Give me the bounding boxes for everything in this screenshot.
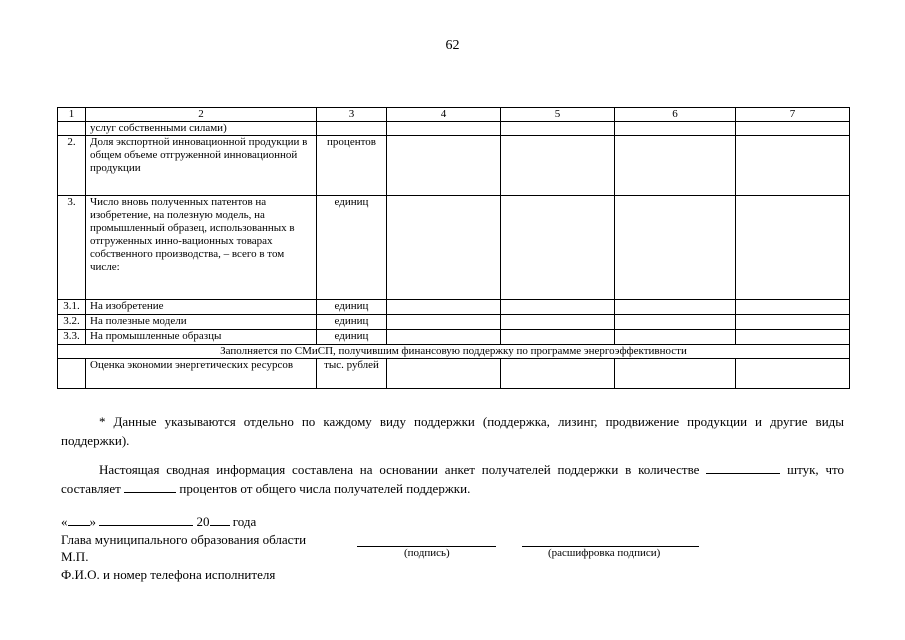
row-unit: единиц	[317, 330, 387, 345]
table-cell	[387, 136, 501, 196]
count-blank	[706, 461, 780, 474]
table-cell	[387, 122, 501, 136]
table-cell	[501, 315, 615, 330]
year-blank	[210, 513, 230, 526]
table-cell	[615, 300, 736, 315]
row-number: 3.2.	[58, 315, 86, 330]
row-indicator: На изобретение	[86, 300, 317, 315]
month-blank	[99, 513, 193, 526]
table-row	[58, 196, 850, 300]
table-cell	[387, 300, 501, 315]
table-cell	[387, 330, 501, 345]
row-unit	[317, 122, 387, 136]
row-indicator: На полезные модели	[86, 315, 317, 330]
table-cell	[736, 136, 850, 196]
row-unit: процентов	[317, 136, 387, 196]
table-cell	[387, 359, 501, 389]
table-row	[58, 359, 850, 389]
row-number: 3.3.	[58, 330, 86, 345]
date-quote-open: «	[61, 514, 68, 529]
column-header: 6	[615, 108, 736, 122]
column-header: 4	[387, 108, 501, 122]
table-row	[58, 136, 850, 196]
table-cell	[501, 330, 615, 345]
row-number: 2.	[58, 136, 86, 196]
table-cell	[501, 122, 615, 136]
row-indicator: Доля экспортной инновационной продукции в общем объеме отгруженной инновационной продукции	[86, 136, 317, 196]
row-indicator: услуг собственными силами)	[86, 122, 317, 136]
row-unit: единиц	[317, 196, 387, 300]
table-cell	[615, 315, 736, 330]
table-cell	[615, 330, 736, 345]
table-cell	[501, 359, 615, 389]
row-number: 3.	[58, 196, 86, 300]
table-cell	[501, 300, 615, 315]
column-header: 3	[317, 108, 387, 122]
percent-blank	[124, 480, 176, 493]
stamp-label: М.П.	[61, 549, 89, 564]
column-header: 5	[501, 108, 615, 122]
table-row	[58, 330, 850, 345]
table-cell	[736, 122, 850, 136]
section-row	[58, 345, 850, 359]
table-cell	[736, 300, 850, 315]
day-blank	[68, 513, 90, 526]
year-suffix: года	[232, 514, 257, 529]
table-cell	[387, 196, 501, 300]
footnote-text: * Данные указываются отдельно по каждому виду поддержки (поддержка, лизинг, продвижение продукции и другие виды поддержки).	[61, 414, 844, 448]
executor-label: Ф.И.О. и номер телефона исполнителя	[61, 567, 276, 582]
table-cell	[736, 359, 850, 389]
summary-text-1: Настоящая сводная информация составлена на основании анкет получателей поддержки в количестве	[99, 462, 700, 477]
decode-caption: (расшифровка подписи)	[548, 547, 661, 559]
column-header: 2	[86, 108, 317, 122]
row-number	[58, 122, 86, 136]
table-cell	[387, 315, 501, 330]
table-cell	[501, 196, 615, 300]
row-number: 3.1.	[58, 300, 86, 315]
table-cell	[615, 359, 736, 389]
row-unit: единиц	[317, 315, 387, 330]
row-unit: единиц	[317, 300, 387, 315]
summary-paragraph	[61, 460, 844, 498]
column-header: 7	[736, 108, 850, 122]
table-cell	[615, 196, 736, 300]
table-cell	[736, 330, 850, 345]
section-title: Заполняется по СМиСП, получившим финансовую поддержку по программе энергоэффективности	[58, 345, 850, 359]
row-indicator: На промышленные образцы	[86, 330, 317, 345]
table-row	[58, 300, 850, 315]
report-table	[57, 107, 850, 389]
row-indicator: Число вновь полученных патентов на изобретение, на полезную модель, на промышленный образец, использованных в отгруженных инно-вационных товарах собственного производства, – всего в том числе:	[86, 196, 317, 300]
table-header-row	[58, 108, 850, 122]
signature-caption: (подпись)	[404, 547, 450, 559]
table-cell	[736, 196, 850, 300]
head-label: Глава муниципального образования области	[61, 532, 307, 547]
year-prefix: 20	[196, 514, 210, 529]
column-header: 1	[58, 108, 86, 122]
summary-text-3: процентов от общего числа получателей поддержки.	[179, 481, 471, 496]
table-cell	[736, 315, 850, 330]
row-unit: тыс. рублей	[317, 359, 387, 389]
date-quote-close: »	[89, 514, 96, 529]
date-line	[61, 513, 256, 530]
table-row	[58, 122, 850, 136]
row-number	[58, 359, 86, 389]
summary-text-2: штук, что составляет	[61, 462, 845, 496]
footnote	[61, 412, 844, 450]
table-cell	[615, 122, 736, 136]
row-indicator: Оценка экономии энергетических ресурсов	[86, 359, 317, 389]
table-cell	[615, 136, 736, 196]
table-row	[58, 315, 850, 330]
page-number: 62	[445, 38, 460, 53]
table-cell	[501, 136, 615, 196]
